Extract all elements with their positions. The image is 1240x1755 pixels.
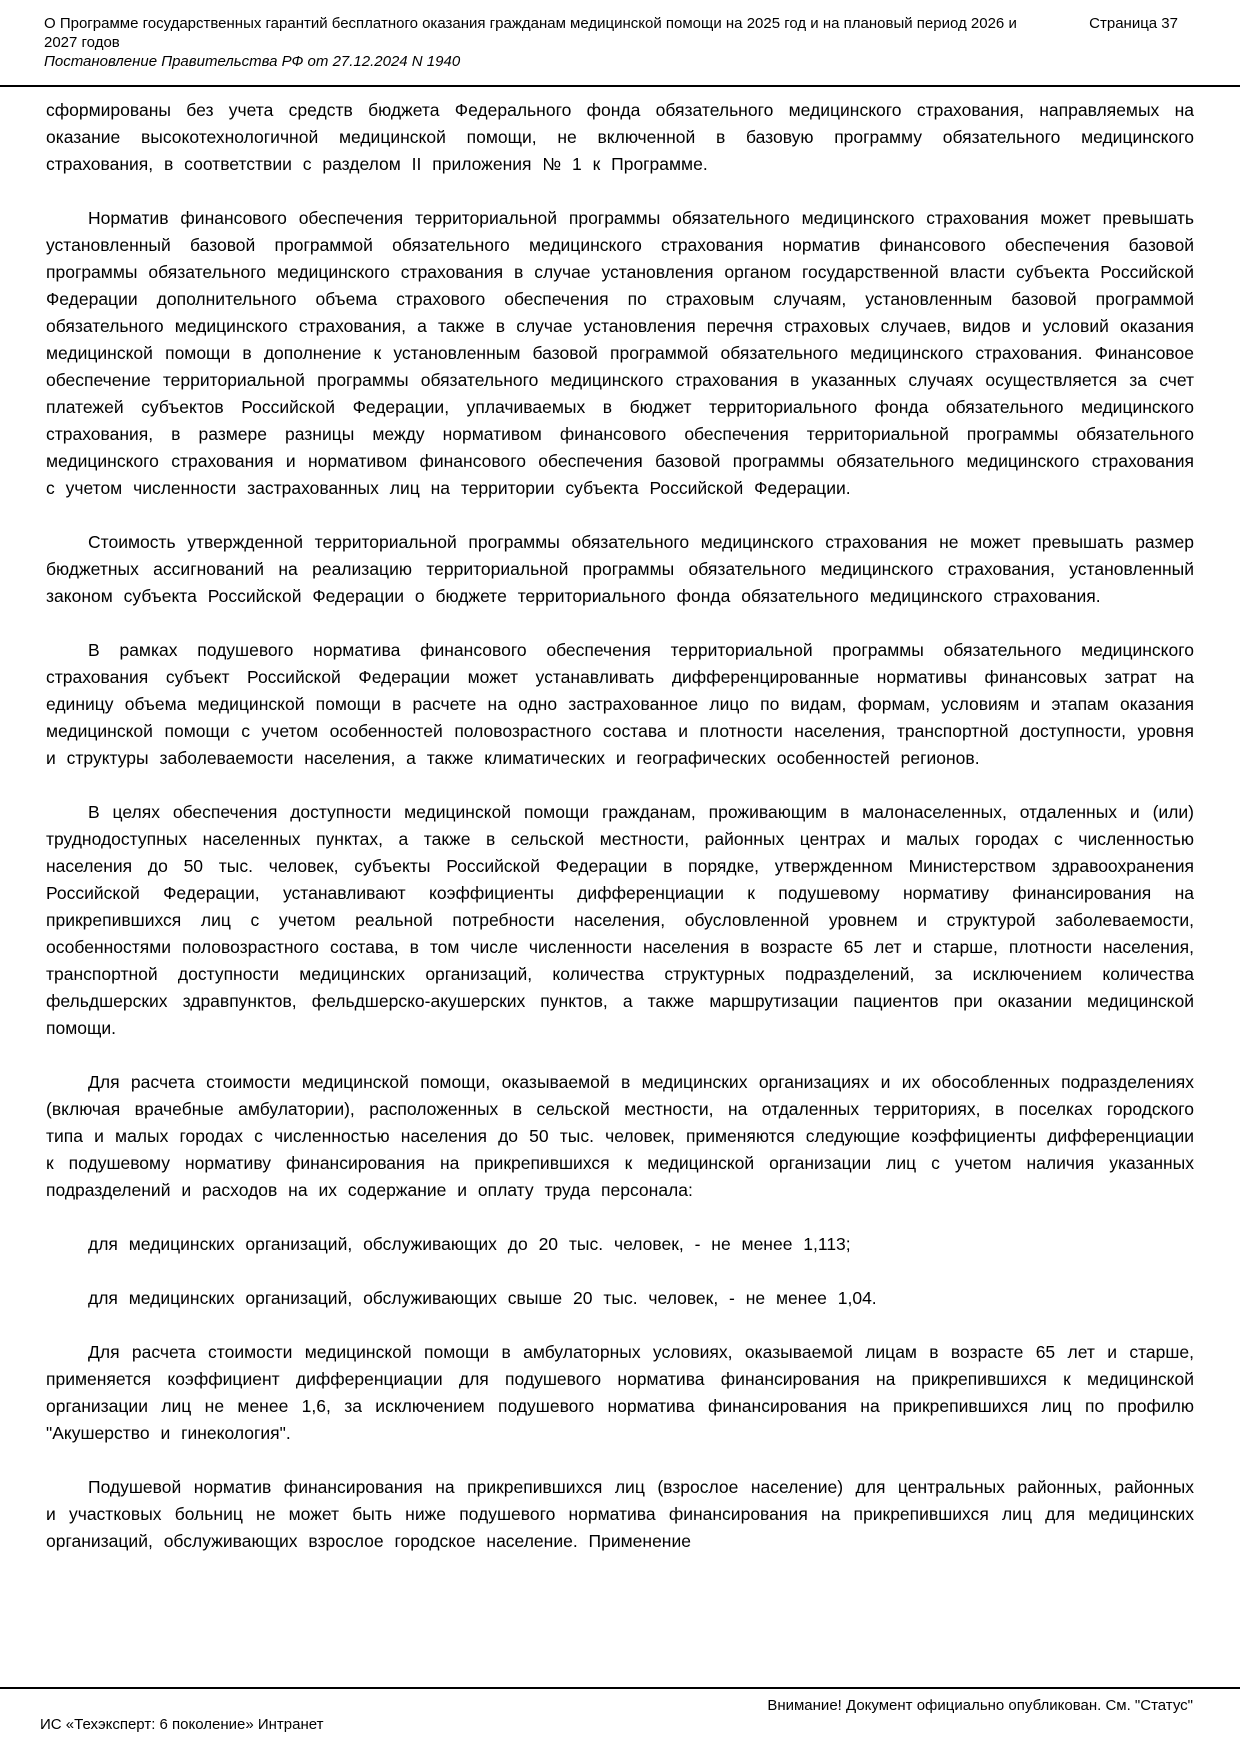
document-footer: [0, 1689, 1240, 1734]
page-footer-block: [0, 1687, 1240, 1755]
publication-notice: Внимание! Документ официально опубликован. См. "Статус": [767, 1697, 1193, 1714]
paragraph: сформированы без учета средств бюджета Федерального фонда обязательного медицинского страхования, направляемых на оказание высокотехнологичной медицинской помощи, не включенной в базовую программу обязательного медицинского страхования, в соответствии с разделом II приложения № 1 к Программе.: [46, 100, 1194, 174]
paragraph: В рамках подушевого норматива финансового обеспечения территориальной программы обязательного медицинского страхования субъект Российской Федерации может устанавливать дифференцированные нормативы финансовых затрат на единицу объема медицинской помощи в расчете на одно застрахованное лицо по видам, формам, условиям и этапам оказания медицинской помощи с учетом особенностей половозрастного состава и плотности населения, транспортной доступности, уровня и структуры заболеваемости населения, а также климатических и географических особенностей регионов.: [46, 640, 1194, 768]
paragraph: Для расчета стоимости медицинской помощи в амбулаторных условиях, оказываемой лицам в возрасте 65 лет и старше, применяется коэффициент дифференциации для подушевого норматива финансирования на прикрепившихся к медицинской организации лиц не менее 1,6, за исключением подушевого норматива финансирования на прикрепившихся лиц по профилю "Акушерство и гинекология".: [46, 1342, 1194, 1443]
document-header: [0, 0, 1240, 71]
paragraph: Стоимость утвержденной территориальной программы обязательного медицинского страхования не может превышать размер бюджетных ассигнований на реализацию территориальной программы обязательного медицинского страхования, установленный законом субъекта Российской Федерации о бюджете территориального фонда обязательного медицинского страхования.: [46, 532, 1194, 606]
paragraph: для медицинских организаций, обслуживающих свыше 20 тыс. человек, - не менее 1,04.: [88, 1288, 877, 1308]
paragraph: для медицинских организаций, обслуживающих до 20 тыс. человек, - не менее 1,113;: [88, 1234, 851, 1254]
paragraph: Подушевой норматив финансирования на прикрепившихся лиц (взрослое население) для центральных районных, районных и участковых больниц не может быть ниже подушевого норматива финансирования на прикрепившихся лиц для медицинских организаций, обслуживающих взрослое городское население. Применение: [46, 1477, 1194, 1551]
page-number: Страница 37: [1089, 15, 1178, 32]
document-subtitle: Постановление Правительства РФ от 27.12.2024 N 1940: [44, 53, 461, 70]
paragraph: Норматив финансового обеспечения территориальной программы обязательного медицинского страхования может превышать установленный базовой программой обязательного медицинского страхования норматив финансового обеспечения базовой программы обязательного медицинского страхования в случае установления органом государственной власти субъекта Российской Федерации дополнительного объема страхового обеспечения по страховым случаям, установленным базовой программой обязательного медицинского страхования, а также в случае установления перечня страховых случаев, видов и условий оказания медицинской помощи в дополнение к установленным базовой программой обязательного медицинского страхования. Финансовое обеспечение территориальной программы обязательного медицинского страхования в указанных случаях осуществляется за счет платежей субъектов Российской Федерации, уплачиваемых в бюджет территориального фонда обязательного медицинского страхования, в размере разницы между нормативом финансового обеспечения территориальной программы обязательного медицинского страхования и нормативом финансового обеспечения базовой программы обязательного медицинского страхования с учетом численности застрахованных лиц на территории субъекта Российской Федерации.: [46, 208, 1194, 498]
paragraph: В целях обеспечения доступности медицинской помощи гражданам, проживающим в малонаселенных, отдаленных и (или) труднодоступных населенных пунктах, а также в сельской местности, районных центрах и малых городах с численностью населения до 50 тыс. человек, субъекты Российской Федерации в порядке, утвержденном Министерством здравоохранения Российской Федерации, устанавливают коэффициенты дифференциации к подушевому нормативу финансирования на прикрепившихся лиц с учетом реальной потребности населения, обусловленной уровнем и структурой заболеваемости, особенностями половозрастного состава, в том числе численности населения в возрасте 65 лет и старше, плотности населения, транспортной доступности медицинских организаций, количества структурных подразделений, за исключением количества фельдшерских здравпунктов, фельдшерско-акушерских пунктов, а также маршрутизации пациентов при оказании медицинской помощи.: [46, 802, 1194, 1038]
system-name: ИС «Техэксперт: 6 поколение» Интранет: [40, 1716, 324, 1733]
paragraph: Для расчета стоимости медицинской помощи, оказываемой в медицинских организациях и их обособленных подразделениях (включая врачебные амбулатории), расположенных в сельской местности, на отдаленных территориях, в поселках городского типа и малых городах с численностью населения до 50 тыс. человек, применяются следующие коэффициенты дифференциации к подушевому нормативу финансирования на прикрепившихся к медицинской организации лиц с учетом наличия указанных подразделений и расходов на их содержание и оплату труда персонала:: [46, 1072, 1194, 1200]
document-body: [0, 87, 1240, 1555]
document-title: О Программе государственных гарантий бесплатного оказания гражданам медицинской помощи на 2025 год и на плановый период 2026 и 2027 годов: [44, 15, 1017, 51]
